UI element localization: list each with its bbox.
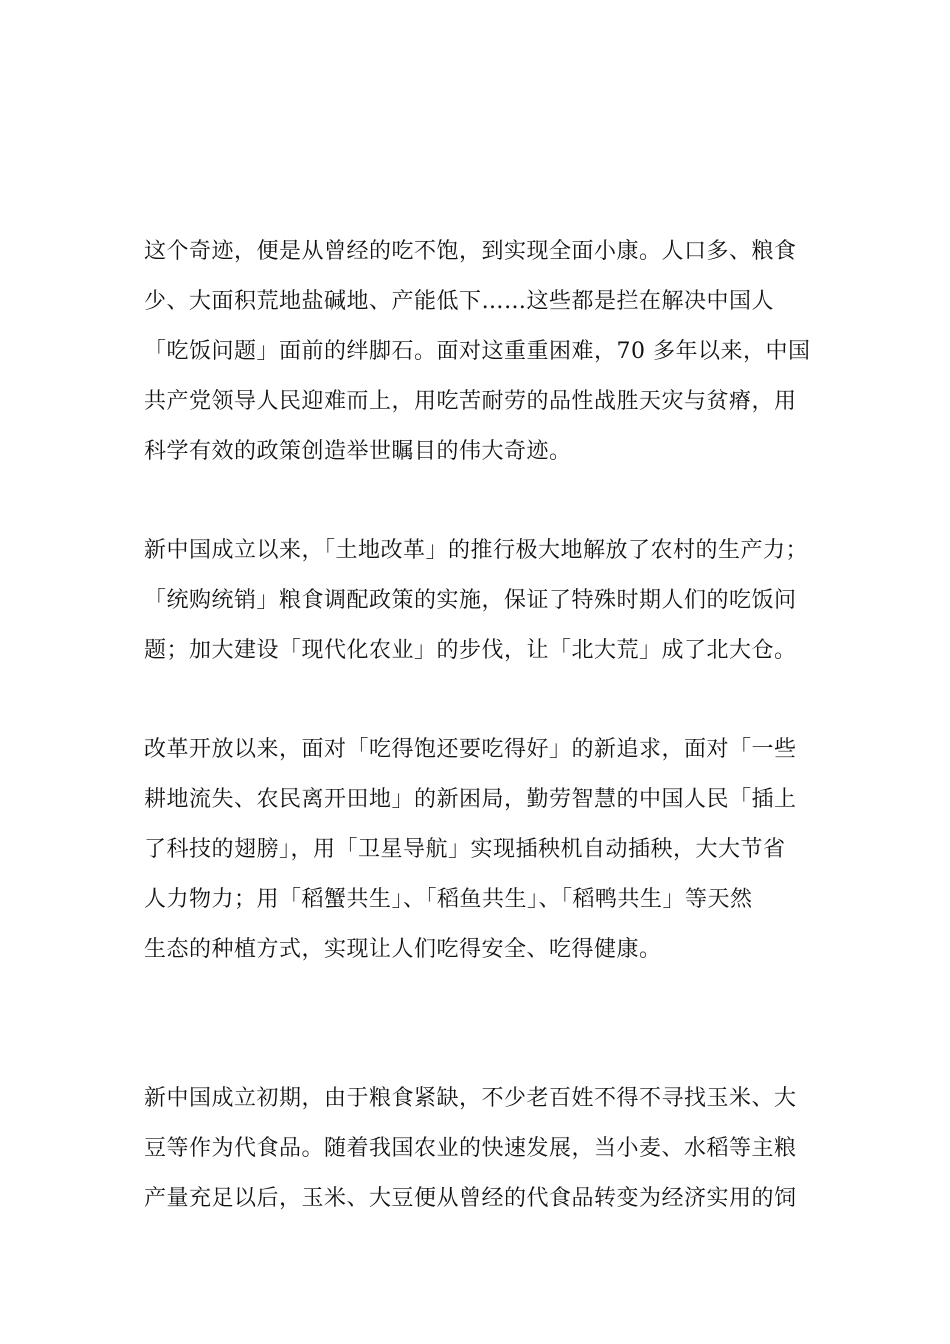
text-line: 生态的种植方式，实现让人们吃得安全、吃得健康。 [144,937,662,962]
text-line: 这个奇迹，便是从曾经的吃不饱，到实现全面小康。人口多、粮食 [144,239,797,264]
paragraph-3 [144,725,816,975]
text-line: 「吃饭问题」面前的绊脚石。面对这重重困难，70 多年以来，中国 [144,339,811,364]
text-line: 产量充足以后，玉米、大豆便从曾经的代食品转变为经济实用的饲 [144,1186,797,1211]
text-line: 「统购统销」粮食调配政策的实施，保证了特殊时期人们的吃饭问 [144,588,797,613]
text-line: 豆等作为代食品。随着我国农业的快速发展，当小麦、水稻等主粮 [144,1136,797,1161]
text-line: 改革开放以来，面对「吃得饱还要吃得好」的新追求，面对「一些 [144,737,797,762]
text-line: 了科技的翅膀」，用「卫星导航」实现插秧机自动插秧，大大节省 [144,837,786,862]
paragraph-1 [144,227,816,477]
text-line: 科学有效的政策创造举世瞩目的伟大奇迹。 [144,439,572,464]
text-line: 新中国成立初期，由于粮食紧缺，不少老百姓不得不寻找玉米、大 [144,1086,797,1111]
text-line: 人力物力；用「稻蟹共生」、「稻鱼共生」、「稻鸭共生」等天然 [144,887,753,912]
text-line: 共产党领导人民迎难而上，用吃苦耐劳的品性战胜天灾与贫瘠，用 [144,389,797,414]
paragraph-2 [144,526,816,676]
text-line: 题；加大建设「现代化农业」的步伐，让「北大荒」成了北大仓。 [144,638,797,663]
text-line: 少、大面积荒地盐碱地、产能低下……这些都是拦在解决中国人 [144,289,775,314]
paragraph-4 [144,1074,816,1224]
text-line: 新中国成立以来，「土地改革」的推行极大地解放了农村的生产力； [144,538,809,563]
text-line: 耕地流失、农民离开田地」的新困局，勤劳智慧的中国人民「插上 [144,787,797,812]
